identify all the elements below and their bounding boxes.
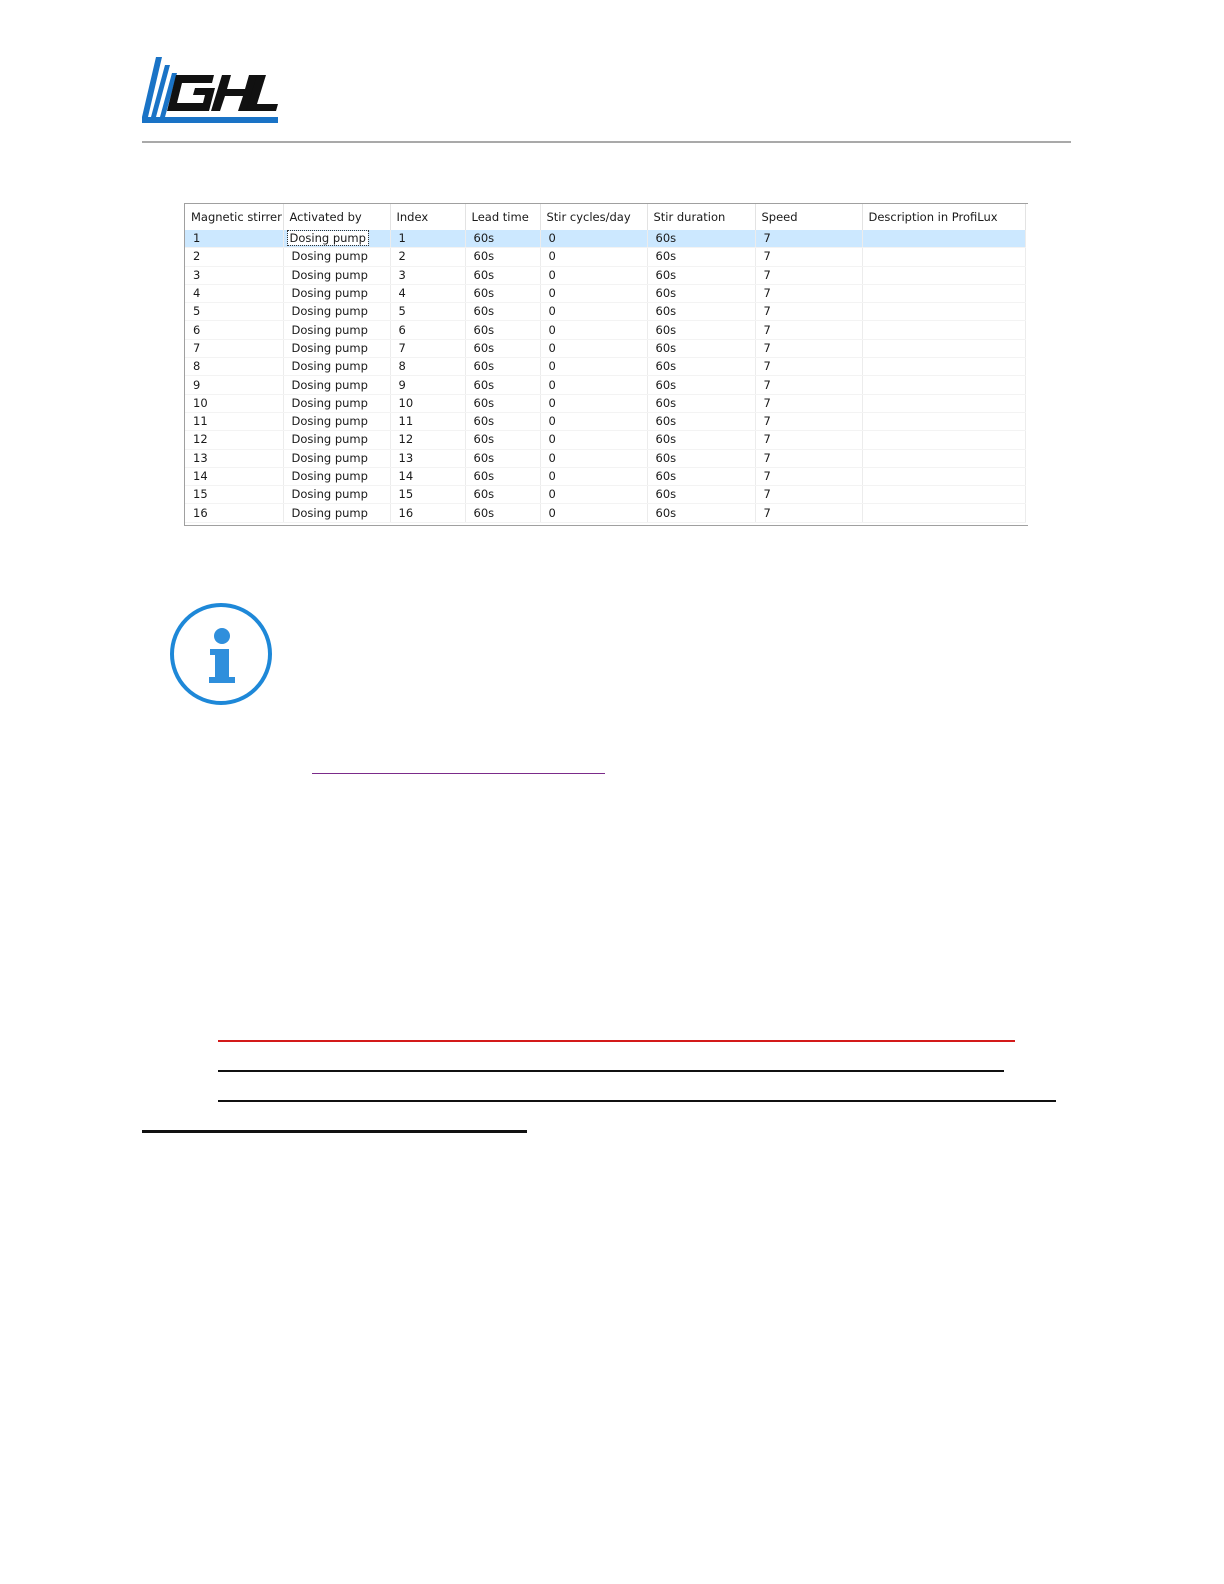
column-header[interactable]: Activated by xyxy=(283,204,390,230)
table-cell[interactable]: 3 xyxy=(390,266,465,284)
table-cell[interactable]: 13 xyxy=(390,449,465,467)
table-cell[interactable]: 60s xyxy=(647,248,755,266)
table-cell[interactable]: 60s xyxy=(647,449,755,467)
table-cell[interactable] xyxy=(862,376,1025,394)
table-cell[interactable]: 6 xyxy=(185,321,283,339)
table-row[interactable] xyxy=(185,431,1025,449)
underline-rule xyxy=(142,1130,527,1133)
ghl-logo xyxy=(142,55,278,123)
table-cell[interactable]: Dosing pump xyxy=(283,248,390,266)
underline-rule xyxy=(218,1070,1004,1072)
table-cell[interactable]: 60s xyxy=(465,486,540,504)
table-cell[interactable]: 6 xyxy=(390,321,465,339)
table-cell[interactable]: 8 xyxy=(390,358,465,376)
table-row[interactable] xyxy=(185,358,1025,376)
table-row[interactable] xyxy=(185,412,1025,430)
table-cell[interactable]: Dosing pump xyxy=(283,303,390,321)
table-cell[interactable]: 7 xyxy=(755,321,862,339)
table-row[interactable] xyxy=(185,230,1025,248)
column-header[interactable]: Magnetic stirrer xyxy=(185,204,283,230)
table-cell[interactable]: 60s xyxy=(465,449,540,467)
table-cell[interactable]: 0 xyxy=(540,504,647,522)
table-cell[interactable] xyxy=(862,303,1025,321)
table-cell[interactable]: 7 xyxy=(755,358,862,376)
table-cell[interactable]: 60s xyxy=(465,504,540,522)
table-cell[interactable]: 60s xyxy=(465,376,540,394)
table-cell[interactable]: 0 xyxy=(540,412,647,430)
hyperlink-underline[interactable] xyxy=(312,773,605,774)
table-cell[interactable]: 7 xyxy=(755,339,862,357)
table-cell[interactable]: 7 xyxy=(755,248,862,266)
table-cell[interactable]: 11 xyxy=(390,412,465,430)
table-cell[interactable] xyxy=(862,412,1025,430)
table-cell[interactable]: Dosing pump xyxy=(283,376,390,394)
table-cell[interactable]: 0 xyxy=(540,339,647,357)
table-cell[interactable]: 11 xyxy=(185,412,283,430)
table-row[interactable] xyxy=(185,284,1025,302)
table-cell[interactable]: 60s xyxy=(465,431,540,449)
table-cell[interactable]: 0 xyxy=(540,431,647,449)
table-cell[interactable]: 60s xyxy=(647,321,755,339)
table-cell[interactable]: 0 xyxy=(540,230,647,248)
table-cell[interactable]: 12 xyxy=(390,431,465,449)
table-cell[interactable]: 60s xyxy=(647,266,755,284)
table-cell[interactable]: 0 xyxy=(540,303,647,321)
table-row[interactable] xyxy=(185,486,1025,504)
table-cell[interactable]: 0 xyxy=(540,266,647,284)
table-cell[interactable]: 60s xyxy=(647,303,755,321)
column-header[interactable]: Stir duration xyxy=(647,204,755,230)
column-header[interactable]: Lead time xyxy=(465,204,540,230)
table-cell[interactable] xyxy=(862,394,1025,412)
column-header[interactable]: Speed xyxy=(755,204,862,230)
table-row[interactable] xyxy=(185,376,1025,394)
table-cell[interactable] xyxy=(862,321,1025,339)
table-cell[interactable]: 60s xyxy=(647,412,755,430)
table-cell[interactable] xyxy=(862,284,1025,302)
table-cell[interactable]: 7 xyxy=(755,266,862,284)
table-cell[interactable]: 60s xyxy=(465,412,540,430)
table-cell[interactable]: 7 xyxy=(755,412,862,430)
table-cell[interactable]: 0 xyxy=(540,284,647,302)
table-cell[interactable]: 15 xyxy=(185,486,283,504)
table-cell[interactable]: 10 xyxy=(390,394,465,412)
table-cell[interactable]: 0 xyxy=(540,376,647,394)
table-cell[interactable]: 2 xyxy=(390,248,465,266)
table-cell[interactable]: 15 xyxy=(390,486,465,504)
table-cell[interactable] xyxy=(283,230,390,248)
table-row[interactable] xyxy=(185,467,1025,485)
table-cell[interactable] xyxy=(862,339,1025,357)
table-cell[interactable]: Dosing pump xyxy=(283,284,390,302)
table-cell[interactable]: 0 xyxy=(540,394,647,412)
table-cell[interactable]: 60s xyxy=(465,467,540,485)
table-row[interactable] xyxy=(185,339,1025,357)
table-cell[interactable]: 60s xyxy=(465,394,540,412)
focused-cell-text: Dosing pump xyxy=(289,231,366,246)
table-cell[interactable]: 14 xyxy=(185,467,283,485)
table-cell[interactable]: Dosing pump xyxy=(283,394,390,412)
table-cell[interactable]: 1 xyxy=(185,230,283,248)
table-cell[interactable]: 60s xyxy=(647,339,755,357)
table-cell[interactable]: 8 xyxy=(185,358,283,376)
table-cell[interactable]: 1 xyxy=(390,230,465,248)
table-cell[interactable]: 3 xyxy=(185,266,283,284)
table-row[interactable] xyxy=(185,266,1025,284)
table-cell[interactable]: 0 xyxy=(540,321,647,339)
table-cell[interactable]: 60s xyxy=(465,358,540,376)
table-cell[interactable]: 4 xyxy=(390,284,465,302)
table-cell[interactable]: 60s xyxy=(465,303,540,321)
table-cell[interactable]: 12 xyxy=(185,431,283,449)
table-cell[interactable]: 7 xyxy=(755,486,862,504)
table-cell[interactable]: 60s xyxy=(465,321,540,339)
table-cell[interactable] xyxy=(862,449,1025,467)
table-cell[interactable]: 60s xyxy=(647,394,755,412)
table-row[interactable] xyxy=(185,394,1025,412)
table-cell[interactable]: 60s xyxy=(465,266,540,284)
column-header[interactable]: Stir cycles/day xyxy=(540,204,647,230)
table-cell[interactable] xyxy=(862,467,1025,485)
column-header[interactable]: Description in ProfiLux xyxy=(862,204,1025,230)
table-cell[interactable]: Dosing pump xyxy=(283,431,390,449)
table-cell[interactable]: 0 xyxy=(540,449,647,467)
underline-rule xyxy=(218,1100,1056,1102)
table-cell[interactable]: Dosing pump xyxy=(283,467,390,485)
table-cell[interactable]: 0 xyxy=(540,486,647,504)
table-cell[interactable]: 10 xyxy=(185,394,283,412)
table-cell[interactable]: 16 xyxy=(390,504,465,522)
info-icon xyxy=(169,602,273,706)
table-cell[interactable]: Dosing pump xyxy=(283,321,390,339)
table-cell[interactable]: 7 xyxy=(755,284,862,302)
table-cell[interactable]: Dosing pump xyxy=(283,358,390,376)
table-cell[interactable] xyxy=(862,266,1025,284)
table-cell[interactable]: 7 xyxy=(755,394,862,412)
table-cell[interactable]: 60s xyxy=(647,504,755,522)
red-underline xyxy=(218,1040,1015,1042)
table-cell[interactable] xyxy=(862,431,1025,449)
table-cell[interactable]: 60s xyxy=(647,230,755,248)
table-cell[interactable] xyxy=(862,248,1025,266)
table-cell[interactable]: 60s xyxy=(647,358,755,376)
table-cell[interactable]: Dosing pump xyxy=(283,339,390,357)
table-cell[interactable]: 60s xyxy=(465,248,540,266)
stirrer-table xyxy=(185,204,1026,523)
table-cell[interactable]: 0 xyxy=(540,248,647,266)
table-cell[interactable]: 60s xyxy=(465,339,540,357)
table-cell[interactable]: 16 xyxy=(185,504,283,522)
table-cell[interactable]: 4 xyxy=(185,284,283,302)
table-cell[interactable]: 60s xyxy=(647,486,755,504)
table-cell[interactable]: 60s xyxy=(647,284,755,302)
table-cell[interactable] xyxy=(862,486,1025,504)
table-cell[interactable]: 7 xyxy=(755,303,862,321)
table-cell[interactable]: 7 xyxy=(755,504,862,522)
table-cell[interactable]: 60s xyxy=(465,230,540,248)
table-cell[interactable]: Dosing pump xyxy=(283,449,390,467)
table-cell[interactable]: 60s xyxy=(647,431,755,449)
table-cell[interactable]: Dosing pump xyxy=(283,266,390,284)
table-cell[interactable]: 60s xyxy=(465,284,540,302)
table-cell[interactable]: 60s xyxy=(647,467,755,485)
header-row xyxy=(185,204,1025,230)
table-cell[interactable]: 7 xyxy=(755,467,862,485)
table-cell[interactable] xyxy=(862,358,1025,376)
table-cell[interactable]: 13 xyxy=(185,449,283,467)
table-cell[interactable]: 9 xyxy=(185,376,283,394)
table-row[interactable] xyxy=(185,321,1025,339)
table-cell[interactable]: 5 xyxy=(185,303,283,321)
table-cell[interactable]: 14 xyxy=(390,467,465,485)
table-row[interactable] xyxy=(185,504,1025,522)
table-cell[interactable]: 7 xyxy=(390,339,465,357)
table-cell[interactable]: 7 xyxy=(185,339,283,357)
table-cell[interactable]: 5 xyxy=(390,303,465,321)
table-row[interactable] xyxy=(185,303,1025,321)
table-cell[interactable]: 7 xyxy=(755,230,862,248)
column-header[interactable]: Index xyxy=(390,204,465,230)
table-cell[interactable]: 7 xyxy=(755,376,862,394)
table-cell[interactable]: 7 xyxy=(755,431,862,449)
header-rule xyxy=(142,141,1071,143)
table-cell[interactable]: 0 xyxy=(540,467,647,485)
table-row[interactable] xyxy=(185,449,1025,467)
table-cell[interactable]: Dosing pump xyxy=(283,412,390,430)
table-cell[interactable] xyxy=(862,230,1025,248)
table-cell[interactable]: 9 xyxy=(390,376,465,394)
table-row[interactable] xyxy=(185,248,1025,266)
table-cell[interactable]: 60s xyxy=(647,376,755,394)
table-cell[interactable]: 2 xyxy=(185,248,283,266)
table-cell[interactable]: 0 xyxy=(540,358,647,376)
table-cell[interactable]: Dosing pump xyxy=(283,504,390,522)
table-cell[interactable] xyxy=(862,504,1025,522)
table-cell[interactable]: 7 xyxy=(755,449,862,467)
stirrer-grid[interactable] xyxy=(184,203,1028,526)
table-cell[interactable]: Dosing pump xyxy=(283,486,390,504)
